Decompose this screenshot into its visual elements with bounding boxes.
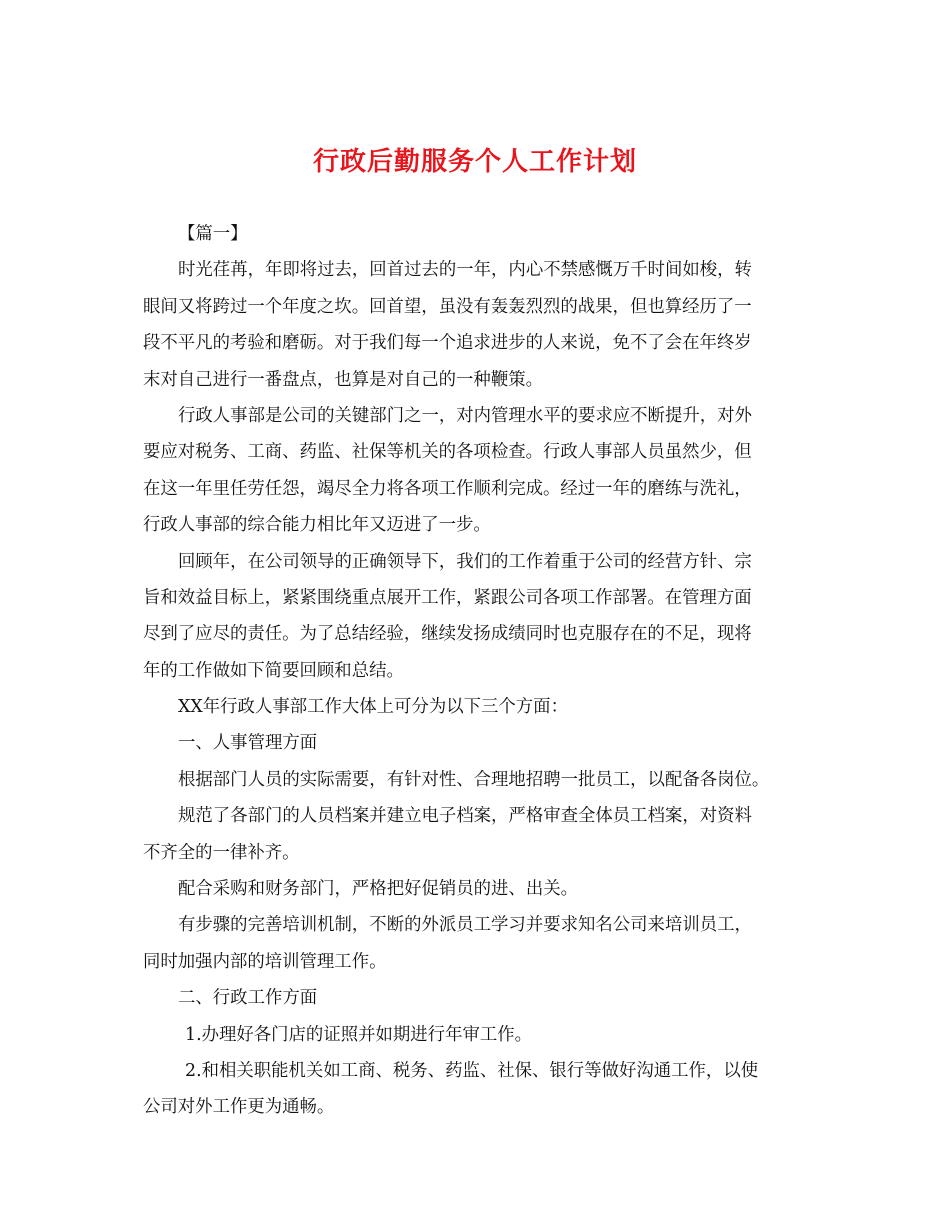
text-line: XX年行政人事部工作大体上可分为以下三个方面： xyxy=(178,697,568,718)
text-line: 末对自己进行一番盘点，也算是对自己的一种鞭策。 xyxy=(143,369,543,390)
text-line: 要应对税务、工商、药监、社保等机关的各项检查。行政人事部人员虽然少，但 xyxy=(143,442,752,463)
text-line: 时光荏苒，年即将过去，回首过去的一年，内心不禁感慨万千时间如梭，转 xyxy=(178,260,752,281)
text-line: 年的工作做如下简要回顾和总结。 xyxy=(143,660,404,681)
text-line: 公司对外工作更为通畅。 xyxy=(143,1097,335,1118)
text-line: 尽到了应尽的责任。为了总结经验，继续发扬成绩同时也克服存在的不足，现将 xyxy=(143,624,752,645)
text-line: 回顾年，在公司领导的正确领导下，我们的工作着重于公司的经营方针、宗 xyxy=(178,551,752,572)
text-line: 旨和效益目标上，紧紧围绕重点展开工作，紧跟公司各项工作部署。在管理方面 xyxy=(143,587,752,608)
text-line: 二、行政工作方面 xyxy=(178,988,318,1009)
text-line: 眼间又将跨过一个年度之坎。回首望，虽没有轰轰烈烈的战果，但也算经历了一 xyxy=(143,296,752,317)
text-line: 段不平凡的考验和磨砺。对于我们每一个追求进步的人来说，免不了会在年终岁 xyxy=(143,333,752,354)
text-line: 行政人事部的综合能力相比年又迈进了一步。 xyxy=(143,515,491,536)
document-body xyxy=(143,216,808,1126)
text-line: 同时加强内部的培训管理工作。 xyxy=(143,951,387,972)
text-line: 根据部门人员的实际需要，有针对性、合理地招聘一批员工，以配备各岗位。 xyxy=(178,769,770,790)
text-line: 1.办理好各门店的证照并如期进行年审工作。 xyxy=(185,1024,533,1045)
text-line: 在这一年里任劳任怨，竭尽全力将各项工作顺利完成。经过一年的磨练与洗礼， xyxy=(143,478,752,499)
text-line: 规范了各部门的人员档案并建立电子档案，严格审查全体员工档案，对资料 xyxy=(178,806,752,827)
text-line: 有步骤的完善培训机制，不断的外派员工学习并要求知名公司来培训员工， xyxy=(178,915,752,936)
text-line: 行政人事部是公司的关键部门之一，对内管理水平的要求应不断提升，对外 xyxy=(178,405,752,426)
text-line: 一、人事管理方面 xyxy=(178,733,318,754)
text-line: 【篇一】 xyxy=(178,224,248,244)
text-line: 配合采购和财务部门，严格把好促销员的进、出关。 xyxy=(178,879,578,900)
text-line: 不齐全的一律补齐。 xyxy=(143,842,300,863)
text-line: 2.和相关职能机关如工商、税务、药监、社保、银行等做好沟通工作，以使 xyxy=(185,1060,759,1081)
document-title: 行政后勤服务个人工作计划 xyxy=(312,147,637,177)
